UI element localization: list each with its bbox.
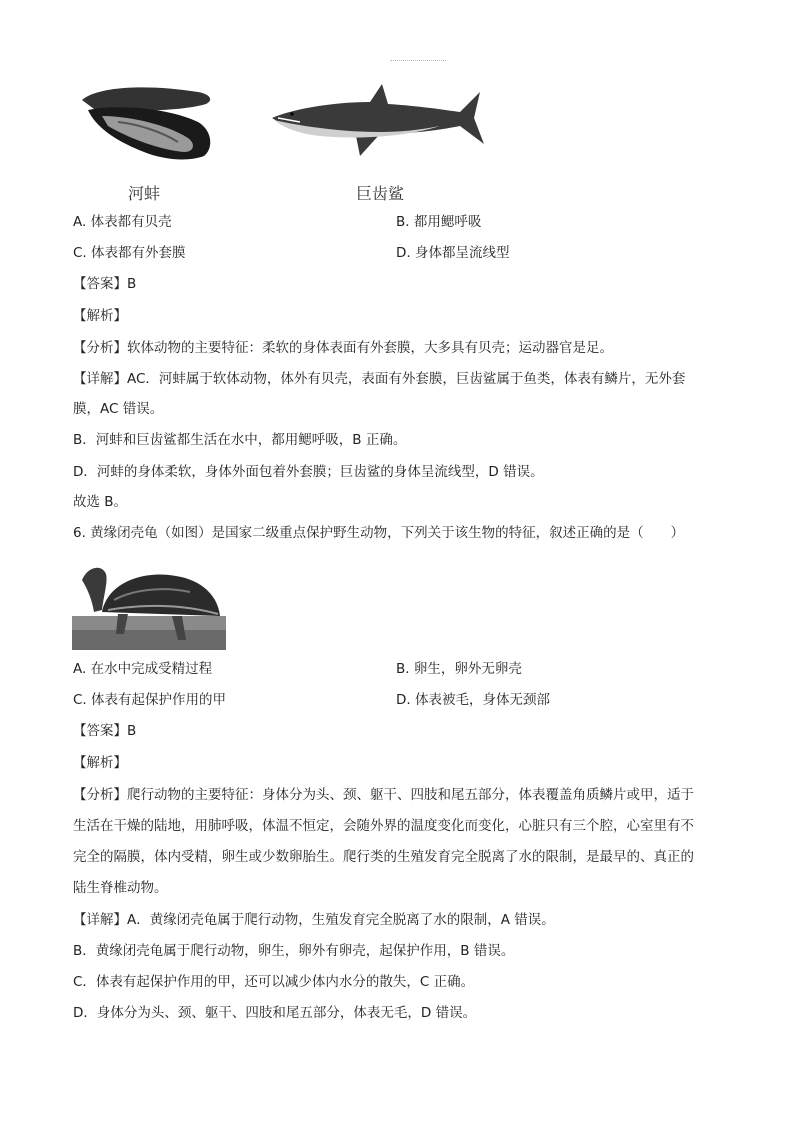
q5-option-a: A. 体表都有贝壳 bbox=[73, 214, 172, 230]
q6-xiangjie-c: C．体表有起保护作用的甲，还可以减少体内水分的散失，C 正确。 bbox=[73, 974, 475, 990]
q5-xiangjie-b: B．河蚌和巨齿鲨都生活在水中，都用鳃呼吸，B 正确。 bbox=[73, 432, 407, 448]
header-rule bbox=[390, 60, 446, 61]
q6-xiangjie-d: D．身体分为头、颈、躯干、四肢和尾五部分，体表无毛，D 错误。 bbox=[73, 1005, 477, 1021]
q5-conclusion: 故选 B。 bbox=[73, 494, 128, 510]
q5-answer: 【答案】B bbox=[73, 276, 137, 292]
q6-fenxi-3: 完全的隔膜，体内受精，卵生或少数卵胎生。爬行类的生殖发育完全脱离了水的限制，是最早的、真正的 bbox=[73, 849, 694, 865]
q5-option-d: D. 身体都呈流线型 bbox=[396, 245, 510, 261]
mussel-caption: 河蚌 bbox=[128, 184, 161, 203]
shark-caption: 巨齿鲨 bbox=[356, 184, 405, 203]
q5-xiangjie-2: 膜，AC 错误。 bbox=[73, 401, 164, 417]
q5-fenxi: 【分析】软体动物的主要特征：柔软的身体表面有外套膜，大多具有贝壳；运动器官是足。 bbox=[73, 340, 613, 356]
q6-xiangjie-b: B．黄缘闭壳龟属于爬行动物，卵生，卵外有卵壳，起保护作用，B 错误。 bbox=[73, 943, 515, 959]
q6-xiangjie-a: 【详解】A．黄缘闭壳龟属于爬行动物，生殖发育完全脱离了水的限制，A 错误。 bbox=[73, 912, 555, 928]
q6-option-c: C. 体表有起保护作用的甲 bbox=[73, 692, 227, 708]
q5-analysis-label: 【解析】 bbox=[73, 308, 127, 324]
q6-stem: 6. 黄缘闭壳龟（如图）是国家二级重点保护野生动物，下列关于该生物的特征，叙述正确的是（ ） bbox=[73, 525, 685, 541]
q6-analysis-label: 【解析】 bbox=[73, 755, 127, 771]
turtle-figure bbox=[72, 560, 226, 650]
q5-option-c: C. 体表都有外套膜 bbox=[73, 245, 186, 261]
q6-option-d: D. 体表被毛，身体无颈部 bbox=[396, 692, 550, 708]
q6-answer: 【答案】B bbox=[73, 723, 137, 739]
q6-option-b: B. 卵生，卵外无卵壳 bbox=[396, 661, 522, 677]
q6-fenxi-1: 【分析】爬行动物的主要特征：身体分为头、颈、躯干、四肢和尾五部分，体表覆盖角质鳞片或甲，适于 bbox=[73, 787, 694, 803]
q6-fenxi-4: 陆生脊椎动物。 bbox=[73, 880, 168, 896]
q5-option-b: B. 都用鳃呼吸 bbox=[396, 214, 482, 230]
mussel-figure bbox=[78, 82, 218, 164]
q5-xiangjie-1: 【详解】AC．河蚌属于软体动物，体外有贝壳，表面有外套膜，巨齿鲨属于鱼类，体表有鳞片，无外套 bbox=[73, 371, 686, 387]
q5-xiangjie-d: D．河蚌的身体柔软，身体外面包着外套膜；巨齿鲨的身体呈流线型，D 错误。 bbox=[73, 464, 544, 480]
q6-option-a: A. 在水中完成受精过程 bbox=[73, 661, 213, 677]
q6-fenxi-2: 生活在干燥的陆地，用肺呼吸，体温不恒定，会随外界的温度变化而变化，心脏只有三个腔，心室里有不 bbox=[73, 818, 694, 834]
shark-figure bbox=[270, 82, 488, 162]
